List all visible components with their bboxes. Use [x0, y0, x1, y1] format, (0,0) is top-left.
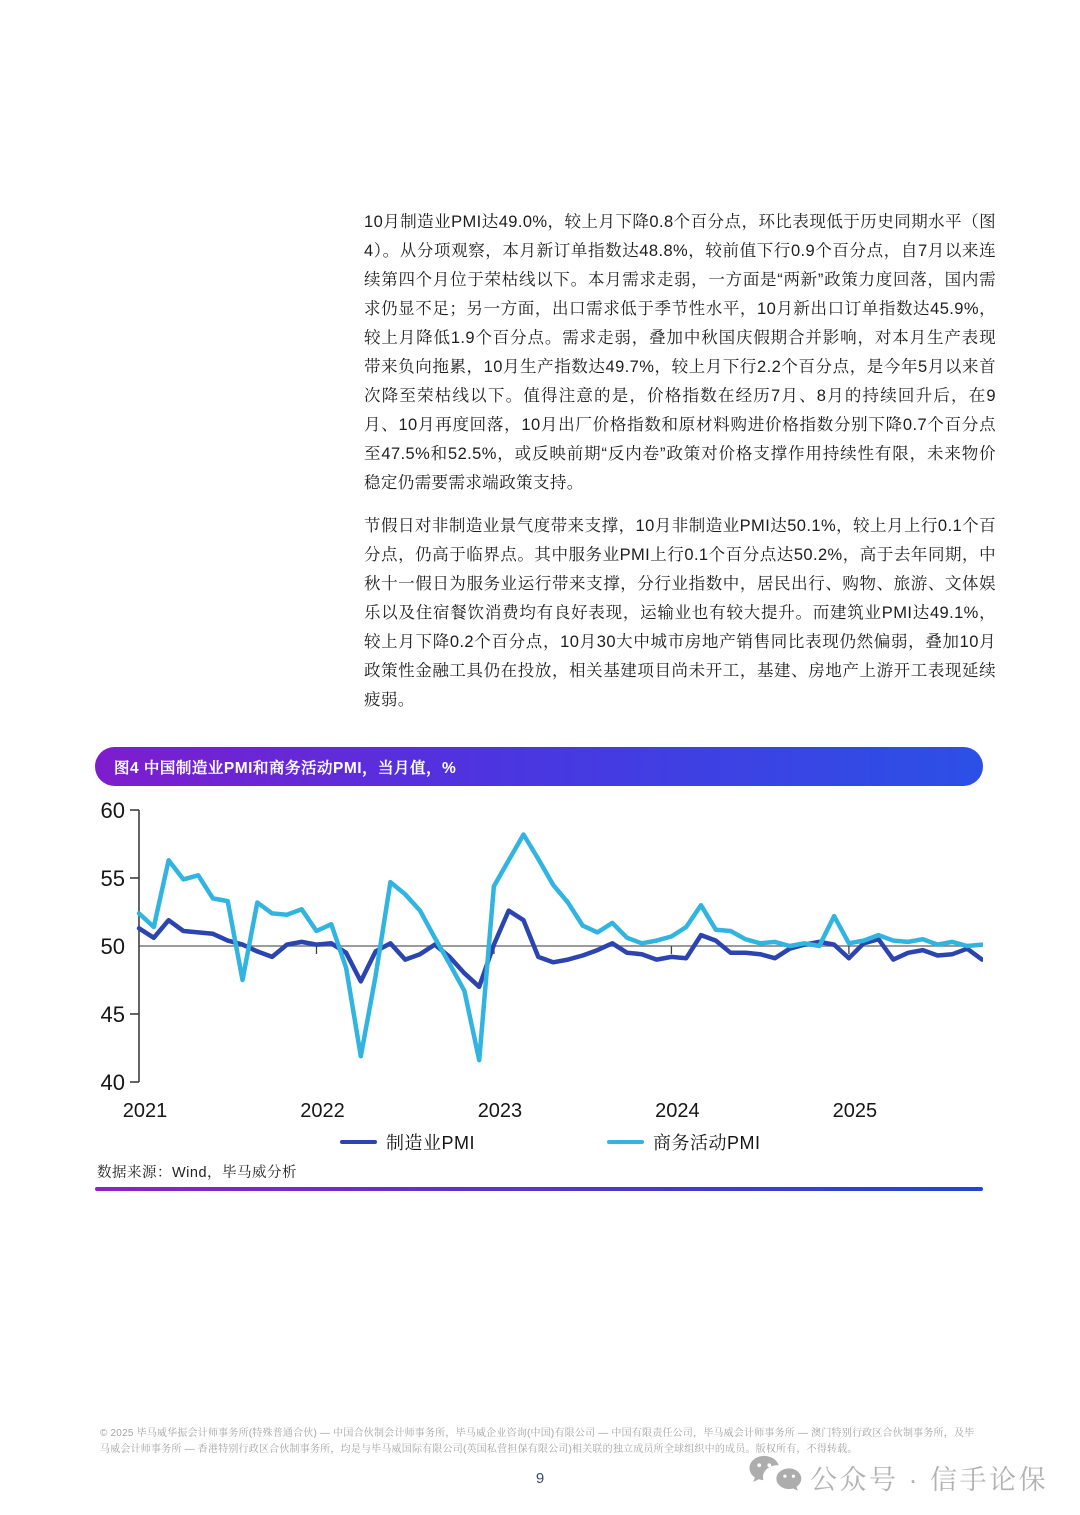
svg-text:55: 55 [100, 866, 125, 891]
figure-title: 图4 中国制造业PMI和商务活动PMI，当月值，% [114, 759, 457, 777]
copyright-text: © 2025 毕马威华振会计师事务所(特殊普通合伙) — 中国合伙制会计师事务所，毕马威企业咨询(中国)有限公司 — 中国有限责任公司，毕马威会计师事务所 — 澳门特别行政区合伙制事务所，及毕马威会计师事务所 — 香港特别行政区合伙制事务所，均是与毕马威国际有限公司(英国私营担保有限公司)相关联的独立成员所全球组织中的成员。版权所有，不得转载。 [100, 1428, 975, 1455]
svg-text:2022: 2022 [300, 1100, 345, 1122]
svg-text:2023: 2023 [477, 1100, 523, 1122]
legend-line-swatch [607, 1140, 644, 1144]
svg-text:2024: 2024 [655, 1100, 700, 1122]
paragraph-manufacturing-pmi: 10月制造业PMI达49.0%，较上月下降0.8个百分点，环比表现低于历史同期水平（图4）。从分项观察，本月新订单指数达48.8%，较前值下行0.9个百分点，自7月以来连续第四个月位于荣枯线以下。本月需求走弱，一方面是“两新”政策力度回落，国内需求仍显不足；另一方面，出口需求低于季节性水平，10月新出口订单指数达45.9%，较上月降低1.9个百分点。需求走弱，叠加中秋国庆假期合并影响，对本月生产表现带来负向拖累，10月生产指数达49.7%，较上月下行2.2个百分点，是今年5月以来首次降至荣枯线以下。值得注意的是，价格指数在经历7月、8月的持续回升后，在9月、10月再度回落，10月出厂价格指数和原材料购进价格指数分别下降0.7个百分点至47.5%和52.5%，或反映前期“反内卷”政策对价格支撑作用持续性有限，未来物价稳定仍需要需求端政策支持。 [364, 213, 996, 492]
data-source-note: 数据来源：Wind，毕马威分析 [97, 1165, 298, 1181]
gradient-divider [95, 1187, 983, 1191]
wechat-icon [748, 1455, 802, 1499]
legend-line-swatch [340, 1140, 377, 1144]
svg-text:40: 40 [100, 1070, 125, 1095]
legend-item-manufacturing [340, 1128, 475, 1156]
legend-label: 制造业PMI [386, 1133, 476, 1153]
figure-title-bar [95, 747, 983, 786]
watermark-text: 公众号 · 信手论保 [810, 1464, 1048, 1495]
svg-text:45: 45 [100, 1002, 125, 1027]
pmi-chart-svg [95, 795, 983, 1127]
svg-text:50: 50 [100, 934, 125, 959]
legend-label: 商务活动PMI [653, 1133, 761, 1153]
svg-text:2021: 2021 [122, 1100, 168, 1122]
legend-item-business-activity [607, 1128, 761, 1156]
watermark [748, 1455, 1048, 1499]
body-text [364, 208, 996, 729]
svg-text:60: 60 [100, 798, 125, 823]
paragraph-nonmanufacturing-pmi: 节假日对非制造业景气度带来支撑，10月非制造业PMI达50.1%，较上月上行0.1个百分点，仍高于临界点。其中服务业PMI上行0.1个百分点达50.2%，高于去年同期，中秋十一假日为服务业运行带来支撑，分行业指数中，居民出行、购物、旅游、文体娱乐以及住宿餐饮消费均有良好表现，运输业也有较大提升。而建筑业PMI达49.1%，较上月下降0.2个百分点，10月30大中城市房地产销售同比表现仍然偏弱，叠加10月政策性金融工具仍在投放，相关基建项目尚未开工，基建、房地产上游开工表现延续疲弱。 [364, 517, 996, 709]
chart-legend [95, 1128, 983, 1156]
page-number: 9 [535, 1470, 545, 1487]
pmi-chart [95, 795, 983, 1127]
svg-text:2025: 2025 [832, 1100, 878, 1122]
